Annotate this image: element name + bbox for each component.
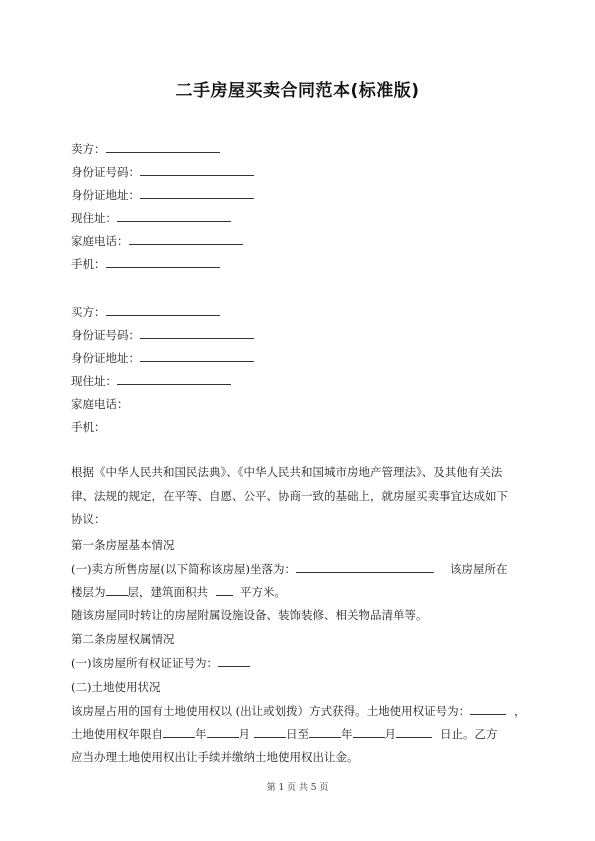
document-title: 二手房屋买卖合同范本(标准版): [175, 81, 420, 101]
party1-id-addr-line: [71, 187, 254, 203]
party1-home-phone-label: 家庭电话：: [71, 234, 129, 248]
end-day-blank[interactable]: [396, 726, 432, 738]
end-year-blank[interactable]: [309, 726, 341, 738]
article1-heading: 第一条房屋基本情况: [71, 538, 175, 552]
intro-line-2: 律、法规的规定，在平等、自愿、公平、协商一致的基础上，就房屋买卖事宜达成如下: [71, 489, 508, 503]
article1-para1: [71, 561, 507, 577]
party2-address-label: 现住址：: [71, 374, 117, 388]
intro-line-3: 协议：: [71, 512, 106, 526]
start-day-blank[interactable]: [254, 726, 286, 738]
land-cert-comma: ，: [514, 704, 526, 718]
party2-buyer-label: 买方：: [71, 305, 106, 319]
party1-id-line: [71, 164, 254, 180]
party2-mobile-label: 手机：: [71, 420, 106, 434]
area-unit: 平方米。: [240, 585, 286, 599]
party1-seller-line: [71, 141, 220, 157]
land-cert-label: 该房屋占用的国有土地使用权以 (出让或划拨）方式获得。土地使用权证号为：: [71, 704, 471, 718]
party2-id-addr-line: [71, 350, 254, 366]
article1-para3: 随该房屋同时转让的房屋附属设施设备、装饰装修、相关物品清单等。: [71, 608, 428, 622]
party2-id-line: [71, 327, 254, 343]
party2-mobile-line: [71, 419, 106, 435]
article2-heading: 第二条房屋权属情况: [71, 632, 175, 646]
start-month-blank[interactable]: [207, 726, 239, 738]
ownership-cert-blank[interactable]: [218, 655, 250, 667]
party2-address-line: [71, 373, 231, 389]
area-label: 层，建筑面积共: [127, 585, 208, 599]
end-month-unit: 月: [384, 727, 396, 741]
party1-address-line: [71, 210, 231, 226]
party2-id-addr-label: 身份证地址：: [71, 351, 140, 365]
party1-mobile-blank[interactable]: [106, 256, 220, 268]
article2-para3: [71, 703, 526, 719]
end-year-unit: 年: [341, 727, 353, 741]
party2-address-blank[interactable]: [117, 373, 231, 385]
start-year-blank[interactable]: [163, 726, 195, 738]
party2-id-label: 身份证号码：: [71, 328, 140, 342]
article1-para1-tail: 该房屋所在: [449, 562, 508, 576]
start-month-unit: 月: [238, 727, 250, 741]
article1-para1-text: (一)卖方所售房屋(以下简称该房屋)坐落为：: [71, 562, 296, 576]
area-blank[interactable]: [216, 584, 233, 596]
party1-home-phone-line: [71, 233, 243, 249]
article2-para5: 应当办理土地使用权出让手续并缴纳土地使用权出让金。: [71, 750, 359, 764]
party1-id-addr-blank[interactable]: [140, 187, 254, 199]
party2-buyer-line: [71, 304, 220, 320]
party1-address-label: 现住址：: [71, 211, 117, 225]
party1-mobile-label: 手机：: [71, 257, 106, 271]
floor-label: 楼层为: [71, 585, 106, 599]
intro-line-1: 根据《中华人民共和国民法典》、《中华人民共和国城市房地产管理法》、及其他有关法: [71, 465, 503, 479]
party1-id-addr-label: 身份证地址：: [71, 188, 140, 202]
party1-address-blank[interactable]: [117, 210, 231, 222]
end-month-blank[interactable]: [353, 726, 385, 738]
party1-id-label: 身份证号码：: [71, 165, 140, 179]
party1-home-phone-blank[interactable]: [129, 233, 243, 245]
party2-home-phone-label: 家庭电话：: [71, 397, 129, 411]
party2-id-addr-blank[interactable]: [140, 350, 254, 362]
land-cert-blank[interactable]: [470, 703, 506, 715]
ownership-cert-label: (一)该房屋所有权证证号为：: [71, 656, 218, 670]
article2-para2: (二)土地使用状况: [71, 680, 161, 694]
party2-id-blank[interactable]: [140, 327, 254, 339]
party1-mobile-line: [71, 256, 220, 272]
page-footer: 第 1 页 共 5 页: [266, 783, 329, 793]
article2-para4: [71, 726, 498, 742]
party1-seller-blank[interactable]: [106, 141, 220, 153]
article2-para1: [71, 655, 250, 671]
start-year-unit: 年: [195, 727, 207, 741]
article1-para2: [71, 584, 286, 600]
to-label: 日至: [286, 727, 309, 741]
location-blank[interactable]: [296, 561, 434, 573]
party2-home-phone-line: [71, 396, 129, 412]
land-term-label: 土地使用权年限自: [71, 727, 163, 741]
party2-buyer-blank[interactable]: [106, 304, 220, 316]
end-label: 日止。乙方: [440, 727, 498, 741]
floor-blank[interactable]: [106, 584, 128, 596]
party1-id-blank[interactable]: [140, 164, 254, 176]
party1-seller-label: 卖方：: [71, 142, 106, 156]
